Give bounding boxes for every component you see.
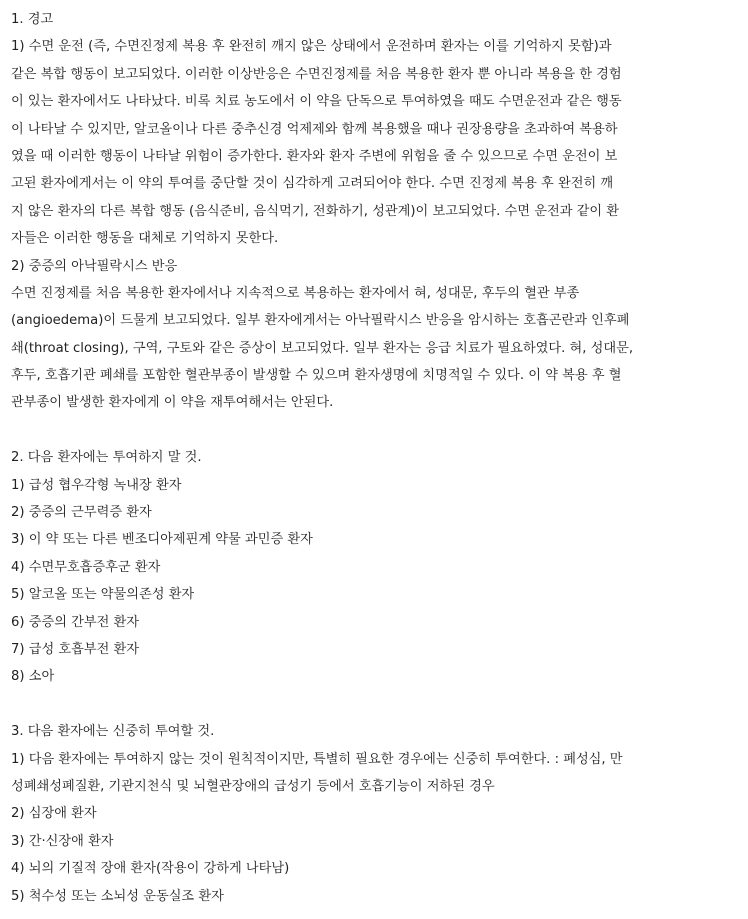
section-precautions xyxy=(11,718,740,910)
text-line: 수면 진정제를 처음 복용한 환자에서나 지속적으로 복용하는 환자에서 혀, 성대문, 후두의 혈관 부종 xyxy=(11,285,580,301)
section-contraindications xyxy=(11,444,740,691)
text-line: 같은 복합 행동이 보고되었다. 이러한 이상반응은 수면진정제를 처음 복용한 환자 뿐 아니라 복용을 한 경험 xyxy=(11,66,622,82)
list-item: 7) 급성 호흡부전 환자 xyxy=(11,641,140,657)
list-item: 2) 심장애 환자 xyxy=(11,806,97,822)
text-line: 고된 환자에게서는 이 약의 투여를 중단할 것이 심각하게 고려되어야 한다. 수면 진정제 복용 후 완전히 깨 xyxy=(11,176,614,192)
list-item: 3) 간·신장애 환자 xyxy=(11,833,114,849)
text-line: (angioedema)이 드물게 보고되었다. 일부 환자에게서는 아낙필락시스 반응을 암시하는 호흡곤란과 인후폐 xyxy=(11,313,630,329)
text-line: 이 나타날 수 있지만, 알코올이나 다른 중추신경 억제제와 함께 복용했을 때나 권장용량을 초과하여 복용하 xyxy=(11,121,618,137)
list-item: 5) 척수성 또는 소뇌성 운동실조 환자 xyxy=(11,888,224,904)
list-item: 8) 소아 xyxy=(11,669,55,685)
list-item: 1) 다음 환자에는 투여하지 않는 것이 원칙적이지만, 특별히 필요한 경우에는 신중히 투여한다. : 폐성심, 만 xyxy=(11,751,623,767)
section-warning xyxy=(11,6,740,417)
list-item: 4) 뇌의 기질적 장애 환자(작용이 강하게 나타남) xyxy=(11,861,290,877)
section-spacer xyxy=(11,417,740,444)
subheading-line: 2) 중증의 아낙필락시스 반응 xyxy=(11,258,178,274)
section-heading: 3. 다음 환자에는 신중히 투여할 것. xyxy=(11,724,215,740)
text-line: 지 않은 환자의 다른 복합 행동 (음식준비, 음식먹기, 전화하기, 성관계)이 보고되었다. 수면 운전과 같이 환 xyxy=(11,203,620,219)
list-item: 6) 중증의 간부전 환자 xyxy=(11,614,140,630)
text-line: 이 있는 환자에서도 나타났다. 비록 치료 농도에서 이 약을 단독으로 투여하였을 때도 수면운전과 같은 행동 xyxy=(11,94,622,110)
section-heading: 2. 다음 환자에는 투여하지 말 것. xyxy=(11,450,202,466)
list-item: 2) 중증의 근무력증 환자 xyxy=(11,505,152,521)
list-item: 5) 알코올 또는 약물의존성 환자 xyxy=(11,587,195,603)
text-line: 자들은 이러한 행동을 대체로 기억하지 못한다. xyxy=(11,231,279,247)
text-line: 성폐쇄성폐질환, 기관지천식 및 뇌혈관장애의 급성기 등에서 호흡기능이 저하된 경우 xyxy=(11,778,495,794)
section-heading: 1. 경고 xyxy=(11,12,54,27)
list-item: 3) 이 약 또는 다른 벤조디아제핀계 약물 과민증 환자 xyxy=(11,532,313,548)
text-line: 후두, 호흡기관 폐쇄를 포함한 혈관부종이 발생할 수 있으며 환자생명에 치명적일 수 있다. 이 약 복용 후 혈 xyxy=(11,368,622,384)
text-line: 였을 때 이러한 행동이 나타날 위험이 증가한다. 환자와 환자 주변에 위험을 줄 수 있으므로 수면 운전이 보 xyxy=(11,148,618,164)
list-item: 1) 급성 협우각형 녹내장 환자 xyxy=(11,477,182,493)
text-line: 1) 수면 운전 (즉, 수면진정제 복용 후 완전히 깨지 않은 상태에서 운전하며 환자는 이를 기억하지 못함)과 xyxy=(11,39,612,55)
section-spacer xyxy=(11,691,740,718)
text-line: 쇄(throat closing), 구역, 구토와 같은 증상이 보고되었다. 일부 환자는 응급 치료가 필요하였다. 혀, 성대문, xyxy=(11,340,634,356)
list-item: 4) 수면무호흡증후군 환자 xyxy=(11,559,161,575)
text-line: 관부종이 발생한 환자에게 이 약을 재투여해서는 안된다. xyxy=(11,395,334,411)
